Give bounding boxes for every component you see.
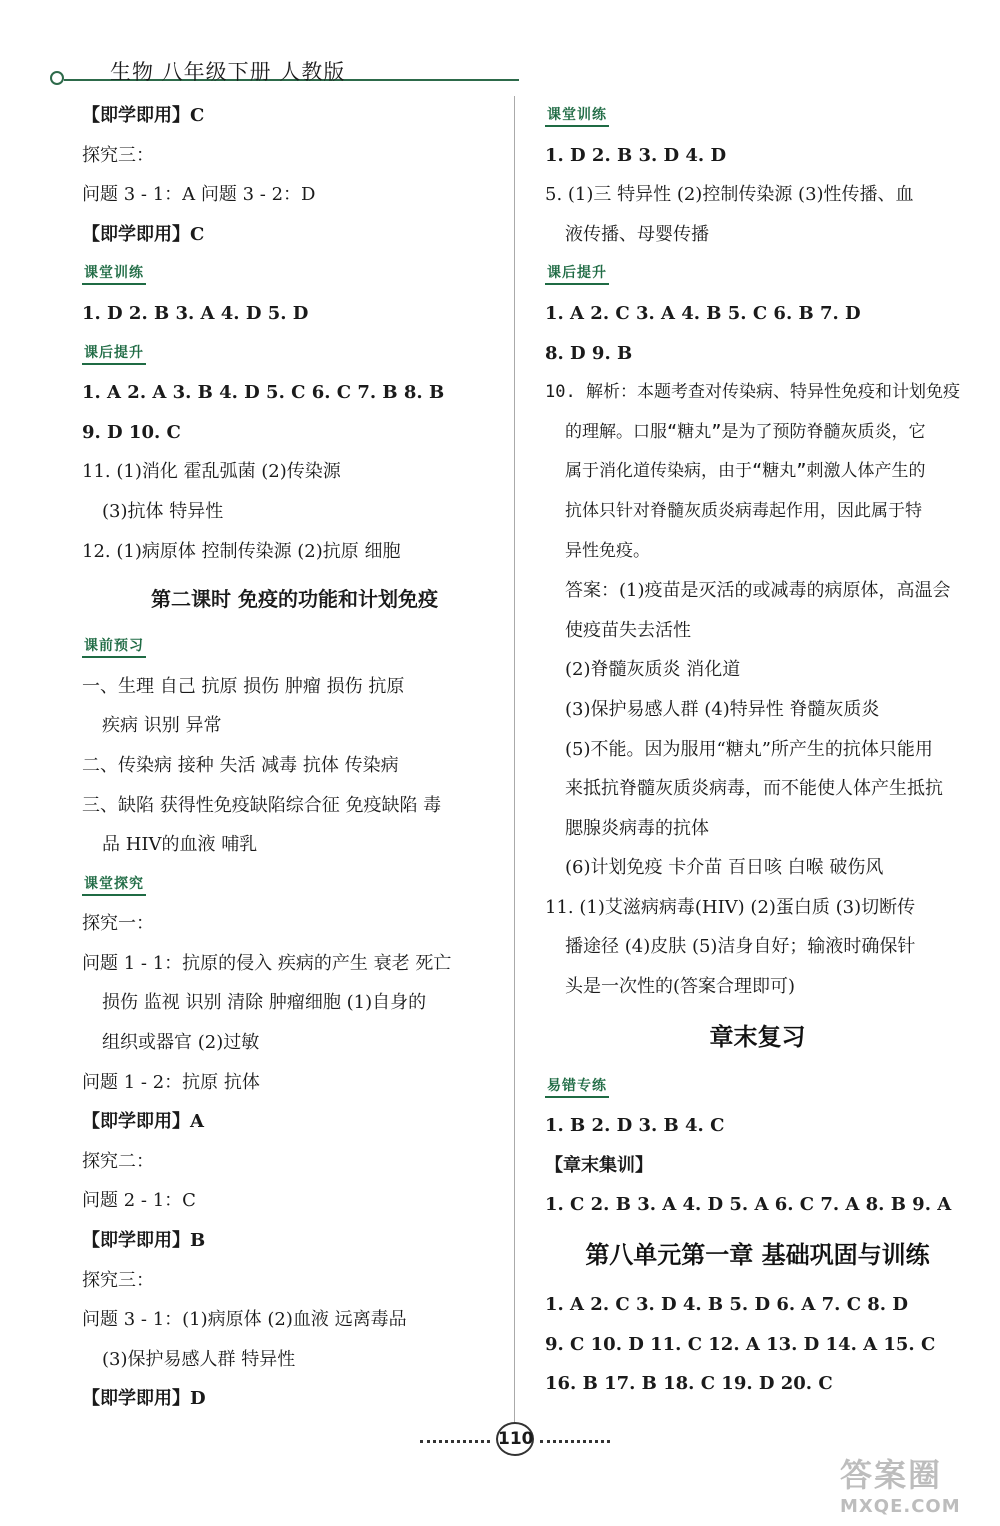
answer-line: 腮腺炎病毒的抗体 [565,817,709,839]
left-column [82,96,507,1419]
section-tag-classroom-training: 课堂训练 [545,105,609,127]
answer-line: 1. D 2. B 3. A 4. D 5. D [82,302,309,324]
answer-line: 品 HIV的血液 哺乳 [102,834,258,856]
answer-line: 【章末集训】 [545,1154,653,1176]
watermark-domain: MXQE.COM [840,1496,961,1517]
chapter-review-title: 章末复习 [709,1021,806,1051]
answer-line: 头是一次性的(答案合理即可) [565,976,796,998]
answer-line: (3)保护易感人群 特异性 [102,1348,296,1370]
section-tag-after-class: 课后提升 [545,263,609,285]
answer-line: 1. C 2. B 3. A 4. D 5. A 6. C 7. A 8. B 9. A [545,1194,952,1216]
answer-line: 11. (1)艾滋病病毒(HIV) (2)蛋白质 (3)切断传 [545,896,916,918]
answer-line: 一、生理 自己 抗原 损伤 肿瘤 损伤 抗原 [82,675,405,697]
unit-title: 第八单元第一章 基础巩固与训练 [585,1240,930,1270]
page-number: 110 [496,1422,534,1456]
answer-line: 1. A 2. C 3. A 4. B 5. C 6. B 7. D [545,302,861,324]
answer-line: 答案：(1)疫苗是灭活的或减毒的病原体，高温会 [565,580,951,602]
answer-line: 【即学即用】C [82,105,205,126]
answer-line: (6)计划免疫 卡介苗 百日咳 白喉 破伤风 [565,857,884,879]
header-circle-ornament [50,71,64,85]
answer-line: 二、传染病 接种 失活 减毒 抗体 传染病 [82,754,399,776]
footer-dots-left [420,1440,490,1443]
answer-line: 播途径 (4)皮肤 (5)洁身自好；输液时确保针 [565,936,916,958]
analysis-line: 异性免疫。 [565,540,650,561]
answer-line: 【即学即用】A [82,1111,204,1133]
answer-line: 问题 2 - 1：C [82,1190,196,1212]
answer-line: (3)保护易感人群 (4)特异性 脊髓灰质炎 [565,698,880,720]
answer-line: 1. A 2. C 3. D 4. B 5. D 6. A 7. C 8. D [545,1294,908,1316]
answer-line: 16. B 17. B 18. C 19. D 20. C [545,1373,833,1395]
answer-line: 探究一： [82,913,154,935]
answer-line: 5. (1)三 特异性 (2)控制传染源 (3)性传播、血 [545,184,914,206]
answer-line: 问题 3 - 1：A 问题 3 - 2：D [82,184,316,206]
answer-line: 12. (1)病原体 控制传染源 (2)抗原 细胞 [82,540,401,562]
answer-line: 液传播、母婴传播 [565,223,709,245]
answer-line: 来抵抗脊髓灰质炎病毒，而不能使人体产生抵抗 [565,778,943,800]
answer-line: 1. D 2. B 3. D 4. D [545,144,727,166]
answer-line: 1. B 2. D 3. B 4. C [545,1115,725,1137]
answer-line: 问题 1 - 1：抗原的侵入 疾病的产生 衰老 死亡 [82,952,452,974]
section-tag-after-class: 课后提升 [82,343,146,365]
answer-line: (3)抗体 特异性 [102,500,224,522]
answer-line: 11. (1)消化 霍乱弧菌 (2)传染源 [82,461,341,483]
header-title: 生物 八年级下册 人教版 [110,60,346,84]
analysis-line: 的理解。口服“糖丸”是为了预防脊髓灰质炎，它 [565,421,926,442]
watermark-logo-text: 答案圈 [840,1456,943,1494]
page-footer [420,1420,610,1460]
lesson-title: 第二课时 免疫的功能和计划免疫 [151,587,438,612]
section-tag-preview: 课前预习 [82,636,146,658]
column-divider [514,96,515,1426]
answer-line: 使疫苗失去活性 [565,619,691,641]
section-tag-classroom-training: 课堂训练 [82,263,146,285]
answer-line: 组织或器官 (2)过敏 [102,1032,260,1054]
answer-line: (2)脊髓灰质炎 消化道 [565,659,741,681]
answer-line: 【即学即用】C [82,223,205,245]
answer-line: 三、缺陷 获得性免疫缺陷综合征 免疫缺陷 毒 [82,794,442,816]
answer-line: 8. D 9. B [545,342,633,364]
answer-line: (5)不能。因为服用“糖丸”所产生的抗体只能用 [565,738,933,760]
answer-line: 9. C 10. D 11. C 12. A 13. D 14. A 15. C [545,1333,936,1355]
answer-line: 【即学即用】D [82,1388,206,1410]
right-column [545,96,970,1404]
answer-line: 【即学即用】B [82,1230,206,1252]
answer-line: 探究三： [82,1269,154,1291]
answer-line: 9. D 10. C [82,421,181,443]
answer-line: 问题 1 - 2：抗原 抗体 [82,1071,260,1093]
answer-line: 探究三： [82,144,154,166]
page-header [50,52,520,92]
answer-line: 疾病 识别 异常 [102,715,222,737]
answer-line: 探究二： [82,1150,154,1172]
section-tag-inquiry: 课堂探究 [82,874,146,896]
answer-line: 1. A 2. A 3. B 4. D 5. C 6. C 7. B 8. B [82,382,445,404]
section-tag-error-prone: 易错专练 [545,1076,609,1098]
analysis-line: 抗体只针对脊髓灰质炎病毒起作用，因此属于特 [565,500,922,521]
analysis-line: 属于消化道传染病，由于“糖丸”刺激人体产生的 [565,461,926,482]
watermark [840,1450,980,1520]
answer-line: 损伤 监视 识别 清除 肿瘤细胞 (1)自身的 [102,992,427,1014]
answer-line: 问题 3 - 1：(1)病原体 (2)血液 远离毒品 [82,1309,407,1331]
analysis-line: 10. 解析：本题考查对传染病、特异性免疫和计划免疫 [545,382,960,403]
footer-dots-right [540,1440,610,1443]
